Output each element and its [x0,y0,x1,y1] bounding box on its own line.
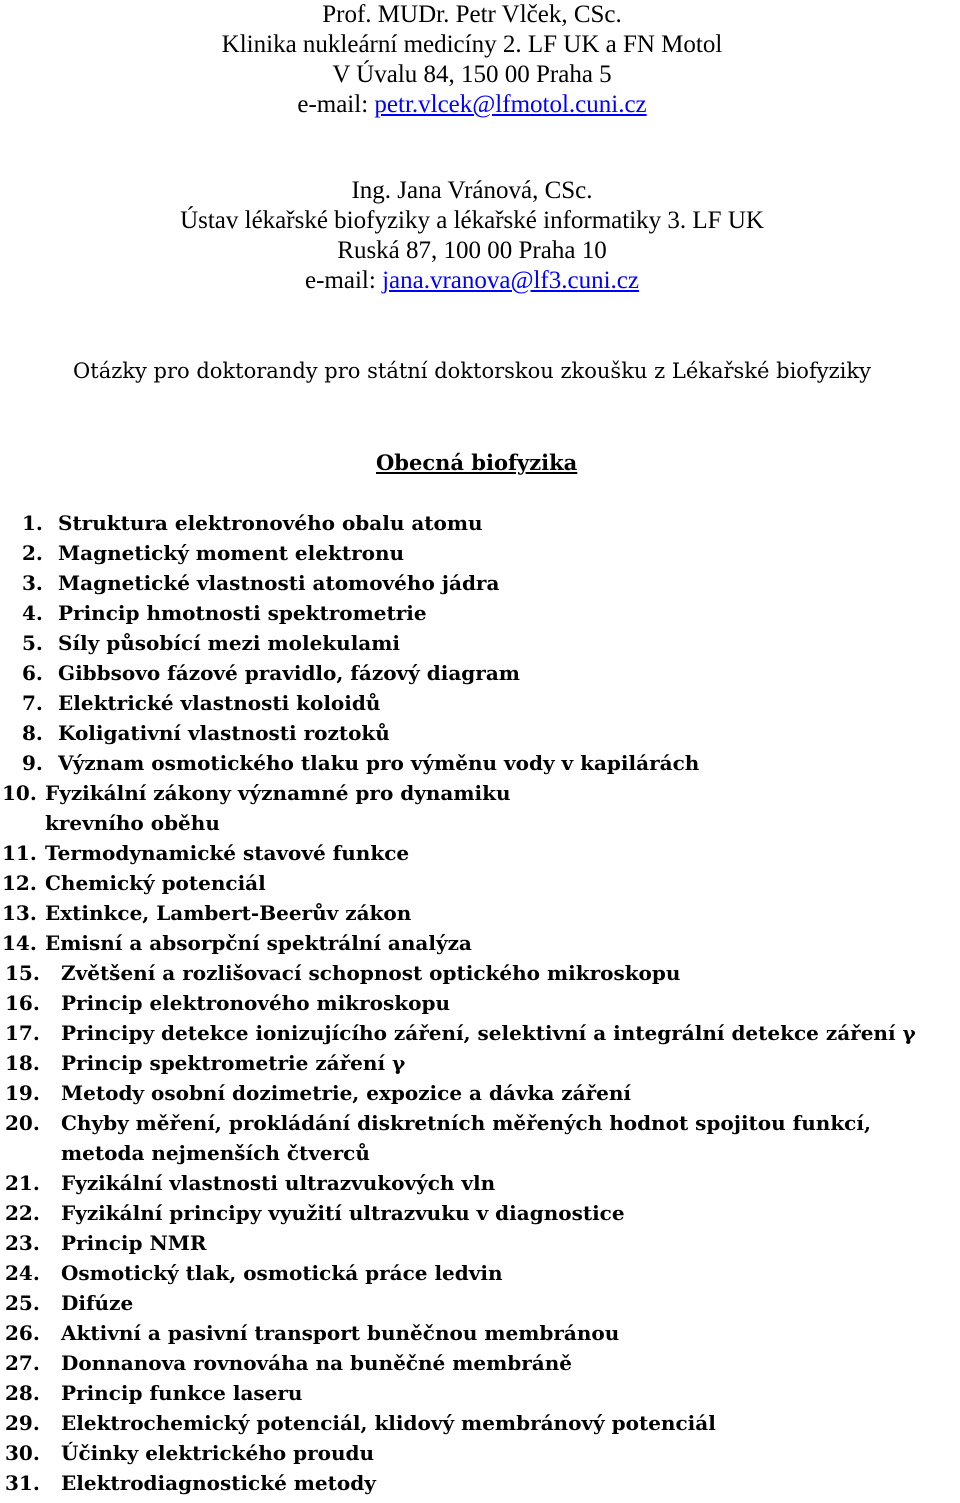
question-number: 20. [5,1111,40,1135]
question-item [0,958,960,988]
question-number: 24. [5,1261,40,1285]
question-number: 19. [5,1081,40,1105]
question-item [0,1198,960,1228]
question-item [0,928,960,958]
question-text: Elektrodiagnostické metody [61,1471,376,1495]
question-text: Fyzikální vlastnosti ultrazvukových vln [61,1171,496,1195]
question-item [0,718,960,748]
question-text: Síly působící mezi molekulami [58,631,401,655]
question-text: Magnetické vlastnosti atomového jádra [58,571,500,595]
question-text: Principy detekce ionizujícího záření, selektivní a integrální detekce záření γ [61,1021,916,1045]
question-number: 9. [22,751,43,775]
question-item [0,838,960,868]
question-text: Princip elektronového mikroskopu [61,991,451,1015]
question-item [0,598,960,628]
contact-2-email-label: e-mail: [305,267,383,294]
document-title: Otázky pro doktorandy pro státní doktorskou zkoušku z Lékařské biofyziky [73,359,871,383]
question-number: 14. [2,931,37,955]
question-text: Struktura elektronového obalu atomu [58,511,483,535]
question-item [0,1438,960,1468]
contact-1-name: Prof. MUDr. Petr Vlček, CSc. [322,1,622,28]
question-text: Princip spektrometrie záření γ [61,1051,406,1075]
question-item [0,1408,960,1438]
question-item [0,898,960,928]
question-number: 17. [5,1021,40,1045]
question-text: Zvětšení a rozlišovací schopnost optického mikroskopu [61,961,681,985]
question-text: Účinky elektrického proudu [61,1441,375,1465]
question-list [0,508,960,1498]
question-text: Princip hmotnosti spektrometrie [58,601,427,625]
question-number: 21. [5,1171,40,1195]
question-number: 22. [5,1201,40,1225]
question-text: Difúze [61,1291,134,1315]
question-item [0,1468,960,1498]
question-item [0,988,960,1018]
question-text: Emisní a absorpční spektrální analýza [45,931,472,955]
question-item [0,658,960,688]
question-item [0,1288,960,1318]
question-text: Elektrochemický potenciál, klidový membránový potenciál [61,1411,716,1435]
question-text: Gibbsovo fázové pravidlo, fázový diagram [58,661,520,685]
question-number: 27. [5,1351,40,1375]
contact-1-email-link[interactable]: petr.vlcek@lfmotol.cuni.cz [374,91,647,118]
contact-2-email-link[interactable]: jana.vranova@lf3.cuni.cz [382,267,639,294]
contact-1-institution: Klinika nukleární medicíny 2. LF UK a FN Motol [221,31,723,58]
question-number: 16. [5,991,40,1015]
question-text: Význam osmotického tlaku pro výměnu vody v kapilárách [58,751,700,775]
contact-1-email-label: e-mail: [297,91,375,118]
question-item [0,1228,960,1258]
question-item [0,1078,960,1108]
question-number: 4. [22,601,43,625]
question-number: 26. [5,1321,40,1345]
contact-2-address: Ruská 87, 100 00 Praha 10 [337,237,607,264]
question-number: 25. [5,1291,40,1315]
question-item [0,628,960,658]
question-item [0,1018,960,1048]
question-item [0,568,960,598]
question-number: 28. [5,1381,40,1405]
contact-1-email-line [0,90,944,120]
question-item [0,688,960,718]
contact-2-name: Ing. Jana Vránová, CSc. [351,177,593,204]
question-text: Chyby měření, prokládání diskretních měřených hodnot spojitou funkcí, metoda nejmenších čtverců [61,1111,871,1165]
question-text: Princip NMR [61,1231,207,1255]
contact-1-address: V Úvalu 84, 150 00 Praha 5 [332,61,612,88]
question-number: 15. [5,961,40,985]
question-item [0,1378,960,1408]
question-number: 5. [22,631,43,655]
question-item [0,1258,960,1288]
question-number: 1. [22,511,43,535]
question-item [0,1318,960,1348]
question-number: 31. [5,1471,40,1495]
question-item [0,778,960,838]
question-item [0,748,960,778]
question-number: 3. [22,571,43,595]
question-item [0,1108,960,1168]
question-text: Fyzikální zákony významné pro dynamiku krevního oběhu [45,781,511,835]
question-item [0,1048,960,1078]
question-text: Donnanova rovnováha na buněčné membráně [61,1351,573,1375]
question-number: 12. [2,871,37,895]
question-text: Chemický potenciál [45,871,266,895]
question-item [0,538,960,568]
question-text: Aktivní a pasivní transport buněčnou membránou [61,1321,620,1345]
question-item [0,868,960,898]
question-number: 6. [22,661,43,685]
question-text: Metody osobní dozimetrie, expozice a dávka záření [61,1081,631,1105]
question-text: Koligativní vlastnosti roztoků [58,721,390,745]
section-heading: Obecná biofyzika [376,450,578,475]
question-number: 11. [2,841,37,865]
question-number: 18. [5,1051,40,1075]
question-text: Fyzikální principy využití ultrazvuku v diagnostice [61,1201,625,1225]
question-text: Magnetický moment elektronu [58,541,405,565]
question-text: Osmotický tlak, osmotická práce ledvin [61,1261,503,1285]
question-number: 29. [5,1411,40,1435]
question-number: 7. [22,691,43,715]
question-number: 10. [2,781,37,805]
question-number: 8. [22,721,43,745]
question-text: Princip funkce laseru [61,1381,303,1405]
question-text: Extinkce, Lambert-Beerův zákon [45,901,412,925]
question-text: Elektrické vlastnosti koloidů [58,691,381,715]
question-number: 13. [2,901,37,925]
question-item [0,508,960,538]
question-item [0,1348,960,1378]
question-number: 30. [5,1441,40,1465]
question-item [0,1168,960,1198]
contact-2-institution: Ústav lékařské biofyziky a lékařské informatiky 3. LF UK [180,207,764,234]
question-number: 23. [5,1231,40,1255]
question-text: Termodynamické stavové funkce [45,841,410,865]
contact-2-email-line [0,266,944,296]
question-number: 2. [22,541,43,565]
